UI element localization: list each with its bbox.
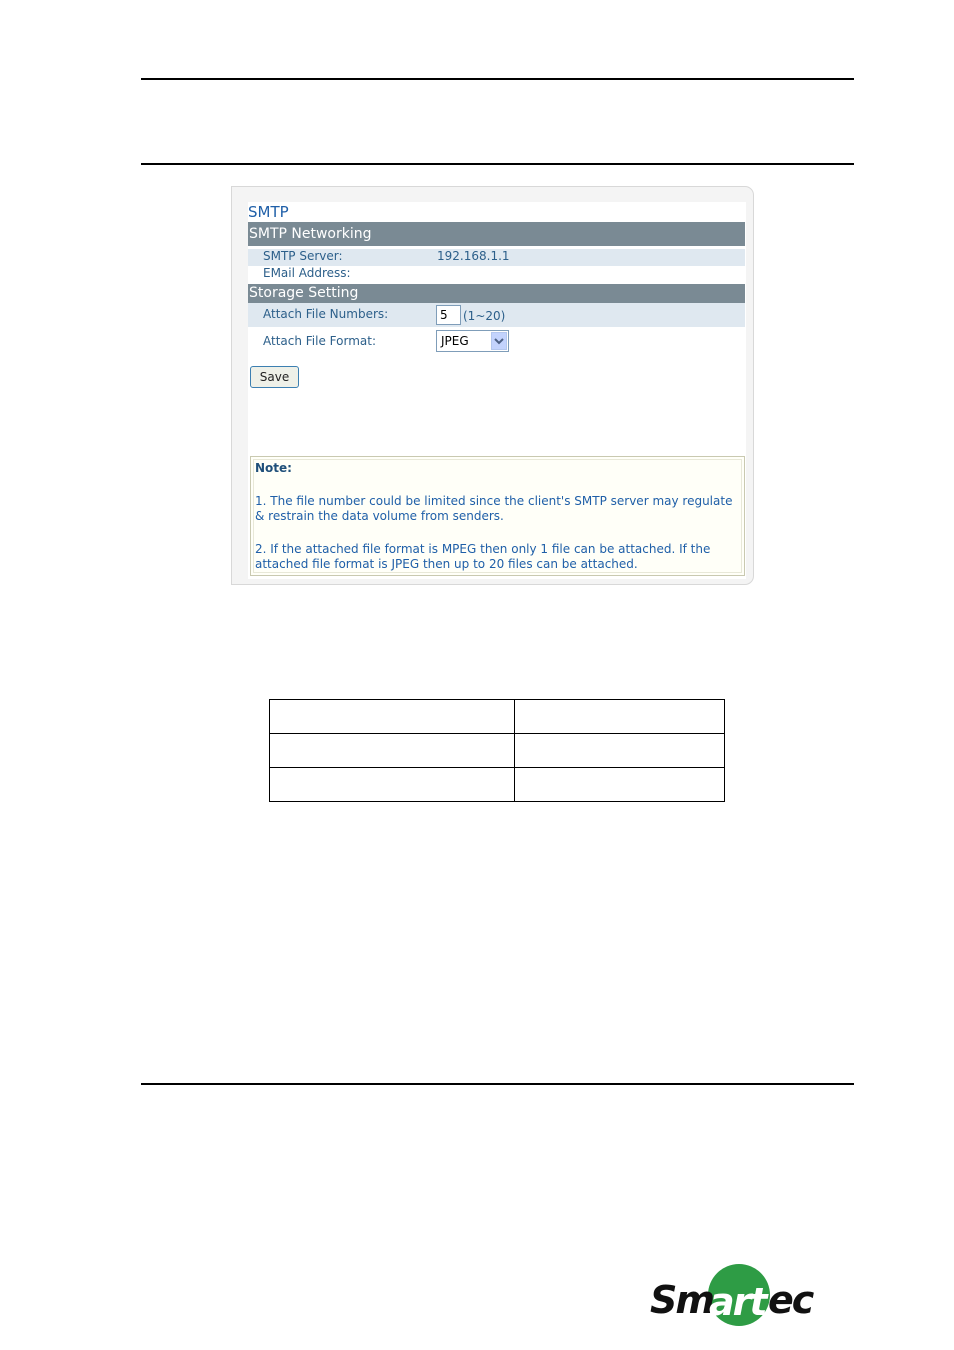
table-cell [270,700,515,734]
table-cell [515,768,725,802]
save-button[interactable]: Save [250,366,299,388]
attach-format-value: JPEG [441,334,469,348]
smartec-logo [650,1262,830,1332]
smtp-server-value: 192.168.1.1 [437,249,510,263]
smtp-settings-screenshot [231,186,754,585]
footer-rule [141,1083,854,1085]
note-item-1: 1. The file number could be limited since the client's SMTP server may regulate & restrain the data volume from senders. [255,494,733,523]
note-box [250,456,745,576]
top-rule [141,78,854,80]
email-address-row [248,266,745,283]
header-rule [141,163,854,165]
attach-format-row [248,329,745,353]
attach-numbers-range: (1~20) [463,309,506,323]
page-title: SMTP [248,203,289,221]
table-row [270,768,725,802]
table-cell [270,768,515,802]
attach-format-select[interactable] [436,330,509,352]
attach-numbers-label: Attach File Numbers: [263,307,389,321]
note-item-2: 2. If the attached file format is MPEG then only 1 file can be attached. If the attached file format is JPEG then up to 20 files can be attached. [255,542,711,571]
logo-text-end: ec [768,1278,813,1322]
smtp-server-label: SMTP Server: [263,249,343,263]
table-cell [270,734,515,768]
table-cell [515,700,725,734]
email-address-label: EMail Address: [263,266,351,280]
table-cell [515,734,725,768]
attach-format-label: Attach File Format: [263,334,377,348]
section-header-storage: Storage Setting [248,284,745,303]
chevron-down-icon[interactable] [491,332,507,350]
attach-numbers-row [248,303,745,327]
table-row [270,734,725,768]
smtp-server-row [248,249,745,266]
empty-table [269,699,725,802]
table-row [270,700,725,734]
attach-numbers-input[interactable]: 5 [436,305,461,325]
logo-text-start: Sm [650,1278,713,1322]
section-header-networking: SMTP Networking [248,222,745,246]
logo-text-middle: art [709,1280,766,1324]
note-title: Note: [255,461,292,475]
